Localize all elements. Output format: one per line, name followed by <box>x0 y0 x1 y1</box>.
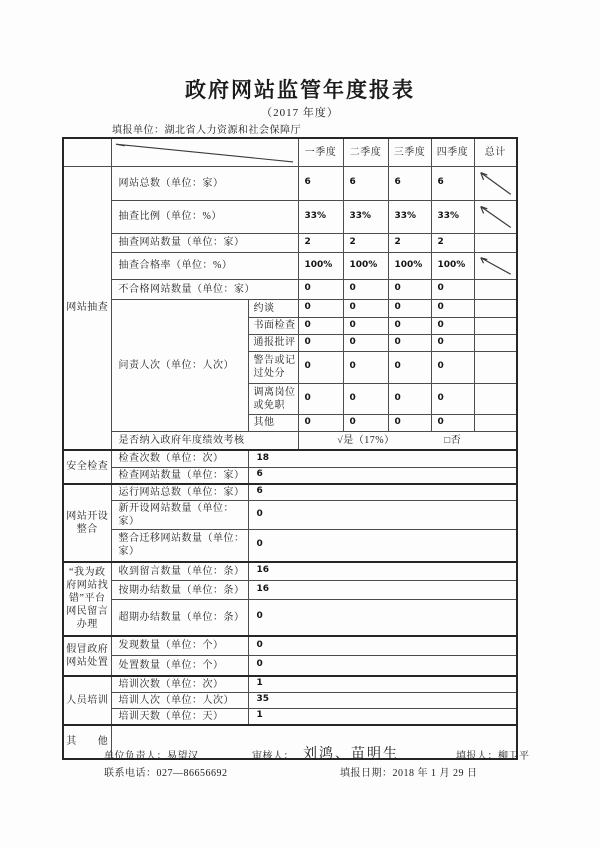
value-q3: 0 <box>388 383 431 414</box>
value-q4: 0 <box>431 351 474 383</box>
value-q2: 2 <box>343 233 388 252</box>
total-header: 总计 <box>474 138 517 166</box>
category-header-empty <box>63 138 111 166</box>
value-q3: 100% <box>388 252 431 279</box>
sub-row-label: 调离岗位或免职 <box>248 383 298 414</box>
value-q1: 6 <box>298 166 343 200</box>
total-cell <box>474 252 517 279</box>
value-q1: 100% <box>298 252 343 279</box>
row-label: 处置数量（单位：个） <box>111 656 248 676</box>
value-q1: 0 <box>298 317 343 334</box>
row-value: 0 <box>248 636 517 656</box>
row-label: 培训人次（单位：人次） <box>111 692 248 708</box>
category-fake-site-handling: 假冒政府网站处置 <box>63 636 111 676</box>
value-q4: 0 <box>431 317 474 334</box>
table-row <box>63 656 517 676</box>
total-cell <box>474 351 517 383</box>
table-row <box>63 600 517 636</box>
quarter-header-q4: 四季度 <box>431 138 474 166</box>
footer-reviewer-label: 审核人： <box>252 751 294 762</box>
row-label: 抽查网站数量（单位：家） <box>111 233 298 252</box>
assessment-yes-checked: √是（17%） <box>337 434 395 446</box>
table-row <box>63 484 517 501</box>
value-q2: 100% <box>343 252 388 279</box>
value-q4: 0 <box>431 279 474 299</box>
value-q3: 0 <box>388 334 431 351</box>
category-other: 其 他 <box>63 725 111 759</box>
row-label: 检查次数（单位：次） <box>111 450 248 467</box>
footer-contact-phone: 联系电话：027—86656692 <box>104 768 228 779</box>
value-q1: 0 <box>298 334 343 351</box>
value-q2: 33% <box>343 200 388 233</box>
value-q4: 33% <box>431 200 474 233</box>
value-q3: 33% <box>388 200 431 233</box>
row-label: 是否纳入政府年度绩效考核 <box>111 431 298 450</box>
value-q4: 0 <box>431 299 474 317</box>
value-q1: 2 <box>298 233 343 252</box>
value-q3: 0 <box>388 351 431 383</box>
value-q3: 6 <box>388 166 431 200</box>
diagonal-slash-icon <box>477 203 515 231</box>
row-label: 发现数量（单位：个） <box>111 636 248 656</box>
footer-report-date: 填报日期：2018 年 1 月 29 日 <box>340 768 478 779</box>
category-personnel-training: 人员培训 <box>63 676 111 725</box>
row-value: 0 <box>248 656 517 676</box>
sub-row-label: 通报批评 <box>248 334 298 351</box>
table-row <box>63 450 517 467</box>
row-label: 抽查比例（单位：%） <box>111 200 298 233</box>
table-row <box>63 200 517 233</box>
row-label-accountability: 问责人次（单位：人次） <box>111 299 248 431</box>
value-q1: 0 <box>298 414 343 431</box>
header-diagonal-cell <box>111 138 298 166</box>
value-q1: 0 <box>298 383 343 414</box>
table-row <box>63 581 517 600</box>
table-row <box>63 530 517 562</box>
table-row <box>63 708 517 725</box>
value-q1: 0 <box>298 351 343 383</box>
table-row <box>63 636 517 656</box>
row-value: 0 <box>248 600 517 636</box>
table-row <box>63 279 517 299</box>
value-q4: 2 <box>431 233 474 252</box>
value-q2: 0 <box>343 334 388 351</box>
row-value: 0 <box>248 530 517 562</box>
table-row <box>63 166 517 200</box>
row-label: 检查网站数量（单位：家） <box>111 467 248 484</box>
table-row <box>63 299 517 317</box>
value-q2: 0 <box>343 299 388 317</box>
row-value: 16 <box>248 581 517 600</box>
assessment-no-unchecked: □否 <box>444 434 462 446</box>
category-website-spot-check: 网站抽查 <box>63 166 111 450</box>
quarter-header-q3: 三季度 <box>388 138 431 166</box>
table-row <box>63 467 517 484</box>
total-cell <box>474 200 517 233</box>
value-q2: 0 <box>343 317 388 334</box>
category-site-integration: 网站开设整合 <box>63 484 111 562</box>
value-q3: 0 <box>388 414 431 431</box>
value-q2: 6 <box>343 166 388 200</box>
total-cell <box>474 383 517 414</box>
page-subtitle: （2017 年度） <box>261 107 339 119</box>
row-value: 1 <box>248 708 517 725</box>
value-q3: 0 <box>388 317 431 334</box>
total-cell <box>474 166 517 200</box>
row-value: 0 <box>248 501 517 530</box>
row-value: 16 <box>248 562 517 581</box>
value-q4: 0 <box>431 414 474 431</box>
row-value: 35 <box>248 692 517 708</box>
category-feedback-platform: “我为政府网站找错”平台网民留言办理 <box>63 562 111 636</box>
row-label: 新开设网站数量（单位：家） <box>111 501 248 530</box>
footer-reviewer-names: 刘鸿、苗明生 <box>303 747 399 762</box>
page-title: 政府网站监管年度报表 <box>185 78 415 102</box>
row-label: 不合格网站数量（单位：家） <box>111 279 298 299</box>
value-q2: 0 <box>343 383 388 414</box>
sub-row-label: 约谈 <box>248 299 298 317</box>
row-value: 18 <box>248 450 517 467</box>
row-label: 抽查合格率（单位：%） <box>111 252 298 279</box>
row-label: 按期办结数量（单位：条） <box>111 581 248 600</box>
total-cell <box>474 317 517 334</box>
value-q2: 0 <box>343 351 388 383</box>
table-row <box>63 562 517 581</box>
row-label: 收到留言数量（单位：条） <box>111 562 248 581</box>
row-label: 培训次数（单位：次） <box>111 676 248 693</box>
table-row <box>63 676 517 693</box>
total-cell <box>474 334 517 351</box>
row-label: 整合迁移网站数量（单位：家） <box>111 530 248 562</box>
diagonal-slash-icon <box>477 255 515 277</box>
table-row <box>63 431 517 450</box>
sub-row-label: 警告或记过处分 <box>248 351 298 383</box>
table-row <box>63 233 517 252</box>
value-q4: 0 <box>431 334 474 351</box>
row-label: 超期办结数量（单位：条） <box>111 600 248 636</box>
value-q4: 0 <box>431 383 474 414</box>
row-label: 网站总数（单位：家） <box>111 166 298 200</box>
value-q1: 33% <box>298 200 343 233</box>
row-label: 培训天数（单位：天） <box>111 708 248 725</box>
row-label: 运行网站总数（单位：家） <box>111 484 248 501</box>
total-cell <box>474 279 517 299</box>
sub-row-label: 其他 <box>248 414 298 431</box>
total-cell <box>474 233 517 252</box>
assessment-cell <box>298 431 517 450</box>
row-value: 6 <box>248 467 517 484</box>
row-value: 1 <box>248 676 517 693</box>
value-q4: 100% <box>431 252 474 279</box>
total-cell <box>474 414 517 431</box>
table-row <box>63 692 517 708</box>
sub-row-label: 书面检查 <box>248 317 298 334</box>
value-q4: 6 <box>431 166 474 200</box>
total-cell <box>474 299 517 317</box>
value-q2: 0 <box>343 279 388 299</box>
footer-responsible-person: 单位负责人：易望汉 <box>104 751 199 762</box>
footer-filler-person: 填报人：柳卫平 <box>456 751 530 762</box>
value-q2: 0 <box>343 414 388 431</box>
reporting-unit: 填报单位：湖北省人力资源和社会保障厅 <box>112 125 301 136</box>
row-value: 6 <box>248 484 517 501</box>
category-security-check: 安全检查 <box>63 450 111 484</box>
table-row <box>63 501 517 530</box>
value-q1: 0 <box>298 299 343 317</box>
quarter-header-q2: 二季度 <box>343 138 388 166</box>
header-diagonal-icon <box>114 141 296 164</box>
diagonal-slash-icon <box>477 169 515 198</box>
value-q3: 0 <box>388 299 431 317</box>
table-header-row <box>63 138 517 166</box>
table-row <box>63 252 517 279</box>
report-table <box>62 137 518 760</box>
value-q3: 2 <box>388 233 431 252</box>
quarter-header-q1: 一季度 <box>298 138 343 166</box>
value-q3: 0 <box>388 279 431 299</box>
value-q1: 0 <box>298 279 343 299</box>
